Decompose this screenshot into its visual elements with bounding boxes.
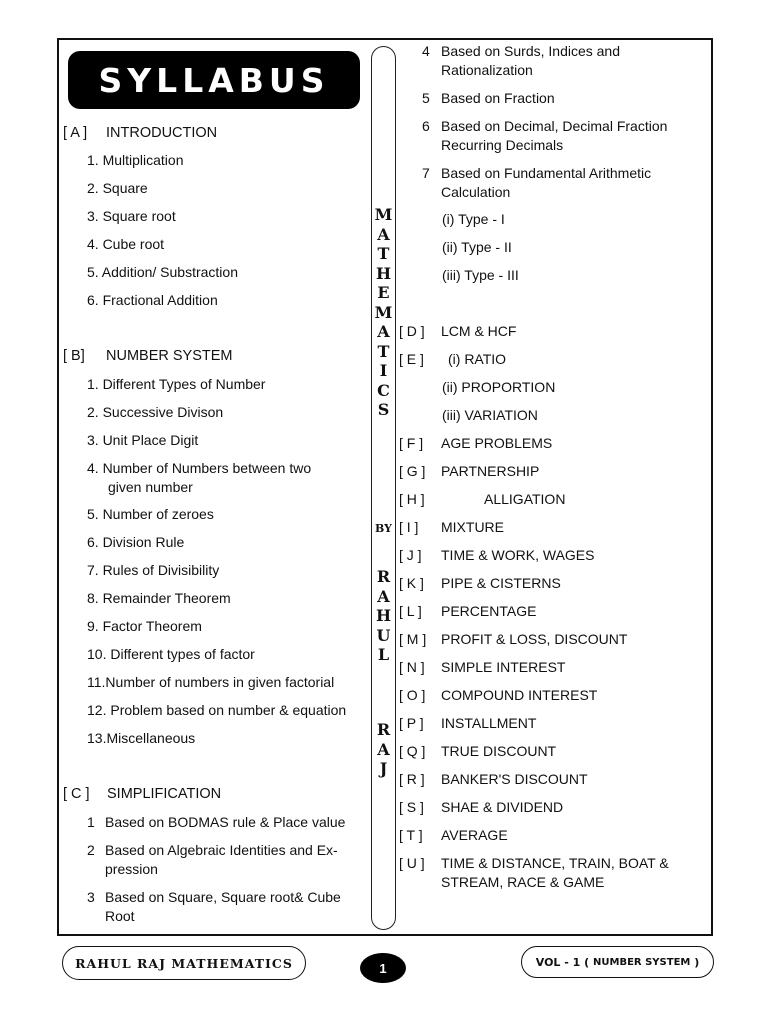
- divider-letter: J: [379, 759, 388, 778]
- section-label: [ N ]: [399, 659, 425, 675]
- list-item: Based on Surds, Indices and: [441, 43, 621, 59]
- list-item: 4. Cube root: [87, 236, 165, 252]
- section-heading: (ii) PROPORTION: [442, 379, 556, 395]
- section-heading: (i) RATIO: [448, 351, 507, 367]
- section-label: [ J ]: [399, 547, 422, 563]
- section-heading: AVERAGE: [441, 827, 508, 843]
- list-item-number: 5: [422, 90, 430, 106]
- section-label: [ L ]: [399, 603, 422, 619]
- section-label: [ P ]: [399, 715, 424, 731]
- volume-subtitle: NUMBER SYSTEM: [593, 956, 691, 968]
- divider-letter: U: [376, 625, 391, 645]
- section-label: [ H ]: [399, 491, 425, 507]
- volume-close: ): [694, 955, 700, 969]
- list-item: 2. Successive Divison: [87, 404, 224, 420]
- divider-letter: A: [377, 739, 390, 759]
- divider-letter: S: [377, 400, 390, 419]
- divider-letter: A: [377, 224, 390, 244]
- section-heading: MIXTURE: [441, 519, 504, 535]
- section-label: [ M ]: [399, 631, 427, 647]
- list-item: 7. Rules of Divisibility: [87, 562, 220, 578]
- section-label: [ R ]: [399, 771, 425, 787]
- section-label: [ S ]: [399, 799, 424, 815]
- section-heading: (iii) VARIATION: [442, 407, 538, 423]
- column-divider: [371, 46, 396, 930]
- list-item-continuation: Calculation: [441, 184, 511, 200]
- section-heading: INSTALLMENT: [441, 715, 537, 731]
- list-item: 9. Factor Theorem: [87, 618, 202, 634]
- page-number: 1: [379, 960, 387, 976]
- divider-letter: E: [377, 283, 390, 302]
- list-item-continuation: Root: [105, 908, 135, 924]
- volume-label: VOL - 1 (: [535, 955, 590, 969]
- section-heading: PROFIT & LOSS, DISCOUNT: [441, 631, 628, 647]
- list-item: 2. Square: [87, 180, 148, 196]
- section-heading: PIPE & CISTERNS: [441, 575, 561, 591]
- section-a-heading: INTRODUCTION: [106, 125, 218, 141]
- section-label: [ I ]: [399, 519, 419, 535]
- section-heading: PERCENTAGE: [441, 603, 537, 619]
- list-item: 1. Different Types of Number: [87, 376, 266, 392]
- divider-letter: A: [377, 586, 390, 606]
- section-label: [ G ]: [399, 463, 426, 479]
- section-heading: COMPOUND INTEREST: [441, 687, 598, 703]
- divider-letter: H: [375, 606, 392, 625]
- divider-letter: T: [377, 341, 390, 361]
- list-item-number: 4: [422, 43, 430, 59]
- list-item-number: 6: [422, 118, 430, 134]
- section-c-heading: SIMPLIFICATION: [107, 786, 222, 802]
- list-item: 8. Remainder Theorem: [87, 590, 231, 606]
- type-item: (iii) Type - III: [442, 267, 519, 283]
- divider-letter: L: [377, 645, 390, 664]
- divider-author-last: [370, 720, 397, 779]
- divider-letter: C: [377, 380, 390, 400]
- footer-brand: [62, 946, 306, 980]
- list-item: 3. Unit Place Digit: [87, 432, 199, 448]
- syllabus-title-banner: [68, 51, 360, 109]
- list-item-continuation: given number: [108, 479, 193, 495]
- list-item: 3. Square root: [87, 208, 176, 224]
- divider-letter: T: [377, 244, 390, 263]
- page-title: SYLLABUS: [98, 60, 330, 100]
- section-label: [ D ]: [399, 323, 425, 339]
- section-heading: ALLIGATION: [484, 491, 566, 507]
- section-label: [ F ]: [399, 435, 424, 451]
- section-b-label: [ B]: [63, 348, 85, 364]
- divider-letter: R: [376, 720, 391, 739]
- type-item: (ii) Type - II: [442, 239, 512, 255]
- list-item: Based on Square, Square root& Cube: [105, 889, 341, 905]
- section-c-label: [ C ]: [63, 786, 90, 802]
- list-item-number: 7: [422, 165, 430, 181]
- list-item: 13.Miscellaneous: [87, 730, 196, 746]
- section-heading: LCM & HCF: [441, 323, 517, 339]
- footer-brand-label: RAHUL RAJ MATHEMATICS: [75, 955, 293, 971]
- divider-author-first: [370, 567, 397, 665]
- section-label: [ O ]: [399, 687, 426, 703]
- section-heading: TIME & WORK, WAGES: [441, 547, 595, 563]
- list-item-continuation: Rationalization: [441, 62, 533, 78]
- list-item: Based on Decimal, Decimal Fraction: [441, 118, 668, 134]
- section-heading: BANKER'S DISCOUNT: [441, 771, 588, 787]
- list-item-number: 2: [87, 842, 95, 858]
- section-heading: PARTNERSHIP: [441, 463, 540, 479]
- section-label: [ K ]: [399, 575, 424, 591]
- list-item: 10. Different types of factor: [87, 646, 255, 662]
- divider-letter: I: [379, 361, 388, 380]
- section-label: [ U ]: [399, 855, 425, 871]
- divider-subject-text: [370, 205, 397, 420]
- list-item-number: 3: [87, 889, 95, 905]
- divider-letter: A: [377, 322, 390, 341]
- page-number-badge: [360, 953, 406, 983]
- list-item: 6. Division Rule: [87, 534, 185, 550]
- type-item: (i) Type - I: [442, 211, 505, 227]
- list-item: Based on Fundamental Arithmetic: [441, 165, 652, 181]
- footer-volume: [521, 946, 714, 978]
- list-item: 4. Number of Numbers between two: [87, 460, 312, 476]
- list-item: 1. Multiplication: [87, 152, 184, 168]
- list-item-continuation: Recurring Decimals: [441, 137, 564, 153]
- section-label: [ E ]: [399, 351, 424, 367]
- list-item-continuation: pression: [105, 861, 158, 877]
- divider-letter: H: [375, 263, 392, 283]
- section-heading: AGE PROBLEMS: [441, 435, 553, 451]
- list-item: 6. Fractional Addition: [87, 292, 218, 308]
- list-item: 12. Problem based on number & equation: [87, 702, 347, 718]
- divider-letter: M: [374, 302, 393, 322]
- section-label: [ Q ]: [399, 743, 426, 759]
- section-heading: SHAE & DIVIDEND: [441, 799, 564, 815]
- section-b-heading: NUMBER SYSTEM: [106, 348, 233, 364]
- section-label: [ T ]: [399, 827, 423, 843]
- list-item: 5. Addition/ Substraction: [87, 264, 238, 280]
- list-item: Based on BODMAS rule & Place value: [105, 814, 346, 830]
- list-item: Based on Fraction: [441, 90, 555, 106]
- section-heading-continuation: STREAM, RACE & GAME: [441, 874, 605, 890]
- section-a-label: [ A ]: [63, 125, 88, 141]
- section-heading: SIMPLE INTEREST: [441, 659, 566, 675]
- list-item: Based on Algebraic Identities and Ex-: [105, 842, 338, 858]
- list-item: 11.Number of numbers in given factorial: [87, 674, 335, 690]
- divider-letter: M: [374, 205, 393, 224]
- list-item-number: 1: [87, 814, 95, 830]
- divider-by-text: BY: [375, 522, 392, 535]
- section-heading: TIME & DISTANCE, TRAIN, BOAT &: [441, 855, 669, 871]
- list-item: 5. Number of zeroes: [87, 506, 214, 522]
- section-heading: TRUE DISCOUNT: [441, 743, 557, 759]
- divider-letter: R: [376, 567, 391, 586]
